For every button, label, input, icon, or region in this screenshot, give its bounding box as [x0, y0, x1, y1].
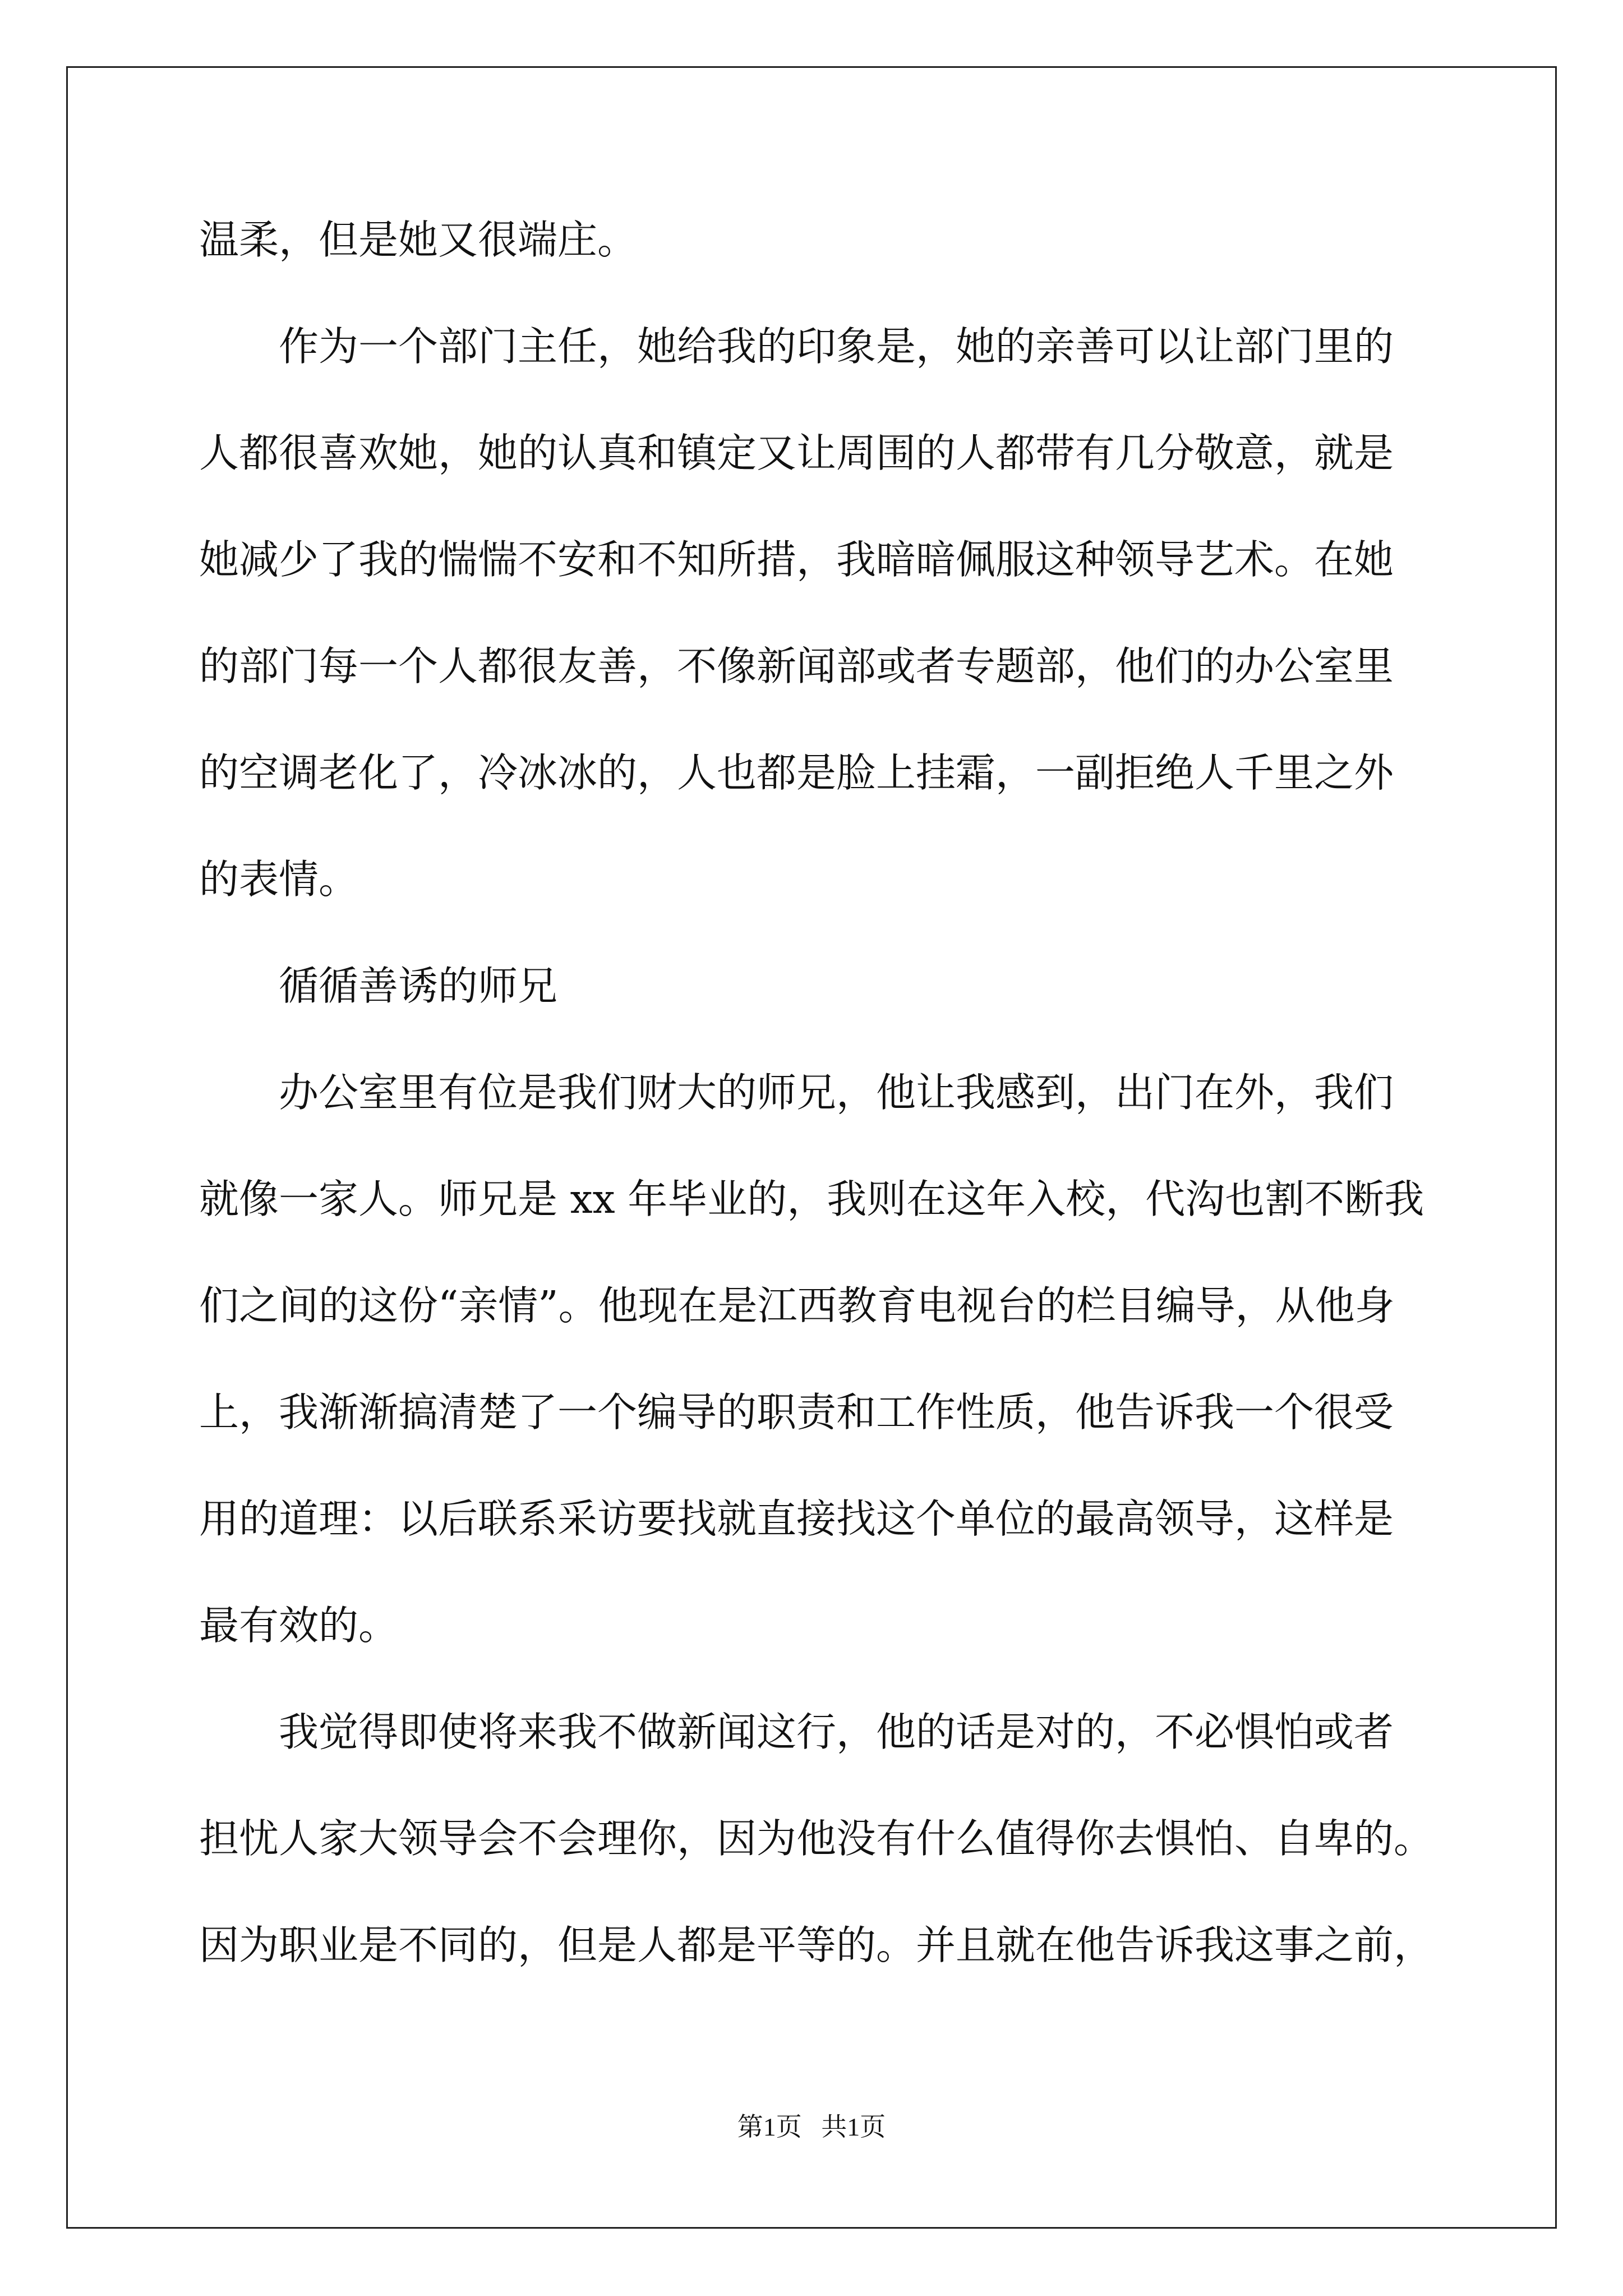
- text-line: 们之间的这份“亲情”。他现在是江西教育电视台的栏目编导，从他身: [199, 1282, 1395, 1329]
- text-line: 因为职业是不同的，但是人都是平等的。并且就在他告诉我这事之前，: [199, 1922, 1434, 1968]
- text-line: 用的道理：以后联系采访要找就直接找这个单位的最高领导，这样是: [199, 1496, 1394, 1542]
- section-heading: 循循善诱的师兄: [199, 963, 558, 1009]
- text-line: 就像一家人。师兄是 xx 年毕业的，我则在这年入校，代沟也割不断我: [199, 1176, 1424, 1222]
- page-border: [66, 66, 1557, 2229]
- page-total: 共1页: [821, 2113, 886, 2141]
- text-line: 我觉得即使将来我不做新闻这行，他的话是对的，不必惧怕或者: [199, 1709, 1394, 1755]
- text-line: 的表情。: [199, 856, 359, 903]
- text-line: 上，我渐渐搞清楚了一个编导的职责和工作性质，他告诉我一个很受: [199, 1389, 1394, 1435]
- page-footer: [0, 2110, 1623, 2144]
- page-number: 第1页: [737, 2113, 802, 2141]
- text-line: 最有效的。: [199, 1602, 399, 1649]
- text-line: 人都很喜欢她，她的认真和镇定又让周围的人都带有几分敬意，就是: [199, 430, 1394, 476]
- text-line: 温柔，但是她又很端庄。: [199, 217, 638, 263]
- text-line: 的部门每一个人都很友善，不像新闻部或者专题部，他们的办公室里: [199, 643, 1394, 689]
- text-line: 办公室里有位是我们财大的师兄，他让我感到，出门在外，我们: [199, 1069, 1394, 1116]
- text-line: 她减少了我的惴惴不安和不知所措，我暗暗佩服这种领导艺术。在她: [199, 536, 1394, 583]
- text-line: 的空调老化了，冷冰冰的，人也都是脸上挂霜，一副拒绝人千里之外: [199, 749, 1394, 796]
- text-line: 担忧人家大领导会不会理你，因为他没有什么值得你去惧怕、自卑的。: [199, 1815, 1434, 1862]
- text-line: 作为一个部门主任，她给我的印象是，她的亲善可以让部门里的: [199, 323, 1394, 370]
